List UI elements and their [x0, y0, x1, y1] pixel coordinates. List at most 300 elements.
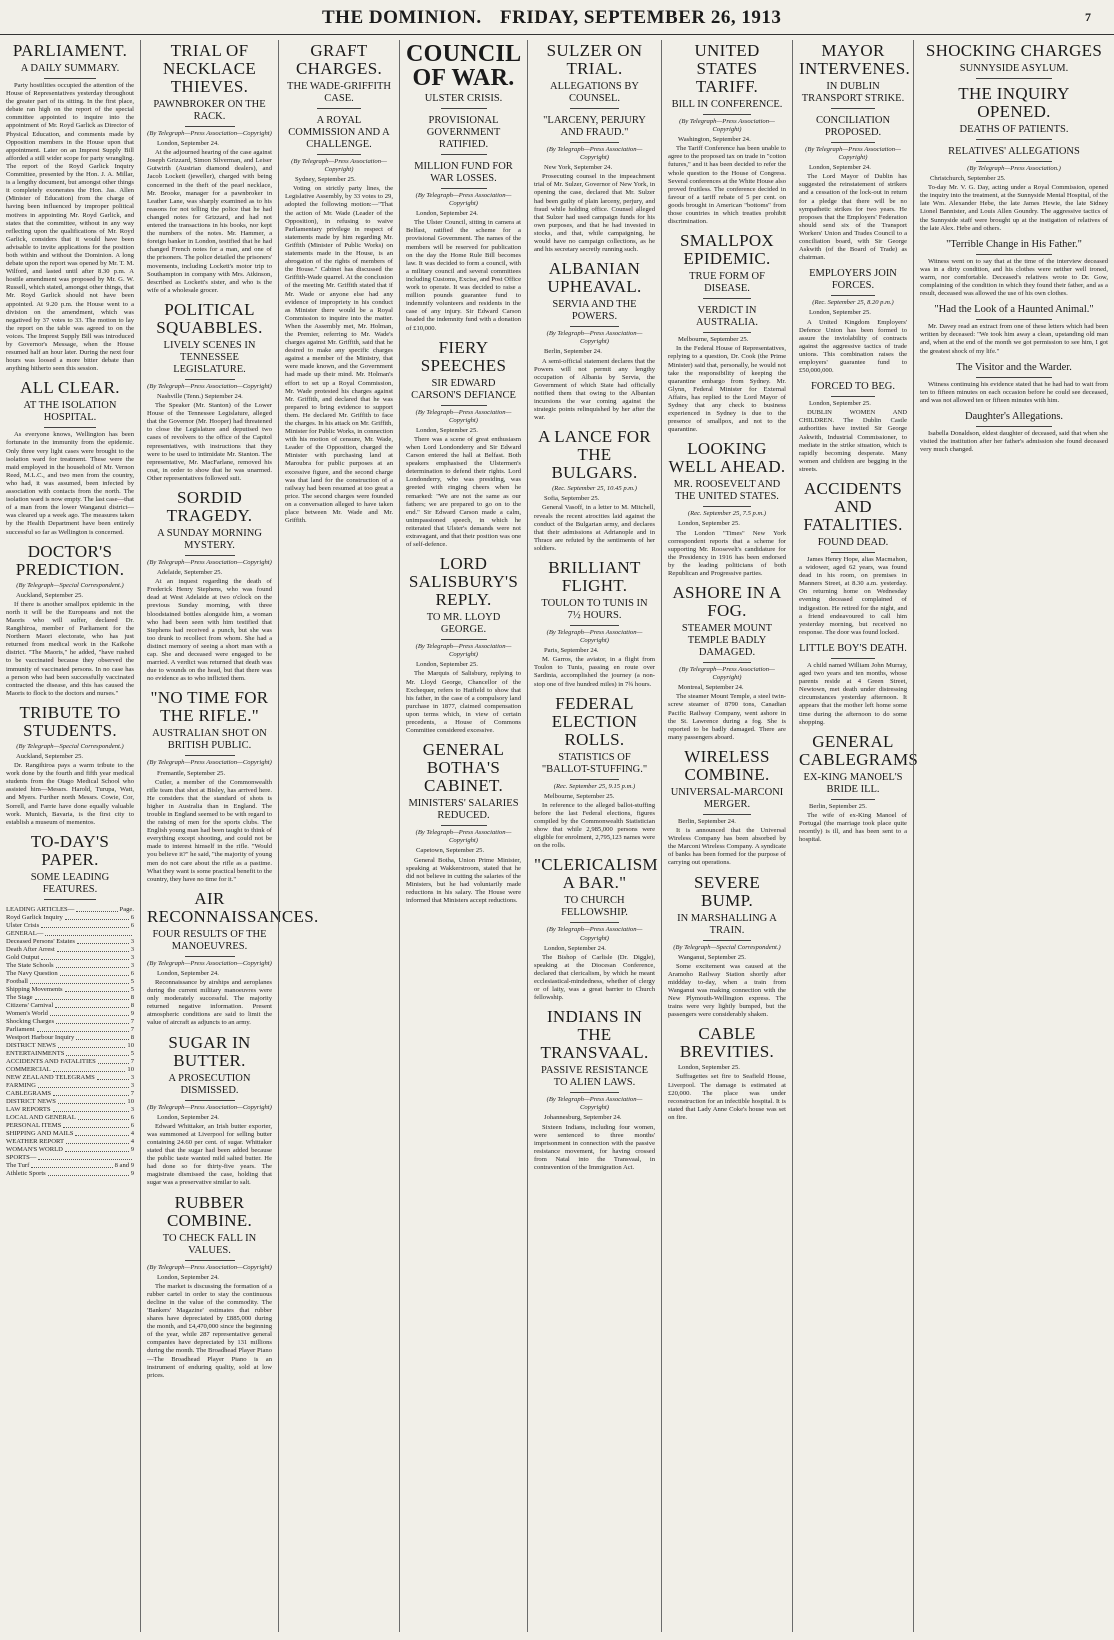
article-dateline: Melbourne, September 25. [678, 336, 749, 344]
feature-label: The State Schools [6, 961, 54, 969]
article [147, 1034, 272, 1188]
article-subhead: TO CHURCH FELLOWSHIP. [561, 895, 628, 919]
feature-row [6, 1034, 134, 1042]
article-subhead: TOULON TO TUNIS IN 7½ HOURS. [541, 598, 648, 621]
feature-label: Women's World [6, 1009, 48, 1017]
feature-page: 6 [130, 1121, 134, 1129]
article-headline: CABLE BREVITIES. [679, 1024, 775, 1062]
article-subhead: A PROSECUTION DISMISSED. [168, 1072, 251, 1096]
article-subhead: MINISTERS' SALARIES REDUCED. [408, 798, 519, 822]
article [534, 260, 655, 422]
divider-rule [570, 326, 618, 327]
column-3 [278, 40, 399, 1632]
article-subhead: FORCED TO BEG. [811, 381, 895, 393]
feature-label: The Turf [6, 1161, 30, 1169]
article-body: Some excitement was caused at the Aramoho Railway Station shortly after middday to-day, when a train from Wanganui was making connection with the New Plymouth-Wellington express. The trains were very lightly bumped, but the passengers were considerably shaken. [668, 962, 786, 1019]
article-body: A semi-official statement declares that the Powers will not permit any lengthy occupation of Albania by Servia, the Government of which State had officially notified them that owing to the Albanian incursions the war coming against the strategic points relinquished by her after the war. [534, 357, 655, 422]
divider-rule [570, 142, 618, 143]
leader-dots [66, 1138, 129, 1144]
feature-page: 6 [130, 1113, 134, 1121]
column-6 [661, 40, 792, 1632]
article-subhead: DEATHS OF PATIENTS. [959, 124, 1069, 135]
article-subhead: PAWNBROKER ON THE RACK. [153, 99, 266, 122]
divider-rule [185, 126, 235, 127]
article-dateline: London, September 25. [809, 400, 871, 408]
feature-row [6, 922, 134, 930]
feature-label: Westport Harbour Inquiry [6, 1033, 75, 1041]
article-body: The Tariff Conference has been unable to agree to the proposed tax on trade in "cotton futures," and it has been decided to refer the whole question to the House of Congress. Several conferences at the White House also proved fruitless. The conference decided in favour of a tariff rebate of 5 per cent. on goods brought in American "bottoms" from those countries in which treaties prohibit discrimination. [668, 145, 786, 226]
divider-rule [976, 161, 1051, 162]
article [668, 232, 786, 299]
leader-dots [76, 1034, 128, 1040]
article-body: To-day Mr. V. G. Day, acting under a Royal Commission, opened the inquiry into the treatment, at the Sunnyside Mental Hospital, of the late Wm. Alexander Hebe, the late James Hewie, the late Sidney Lionel Bannister, and Louis Allen Goundry. The aggressive tactics of the Sunnyside staff were brought up at the instigation of relatives of the late Alex. Hebe and others. [920, 184, 1108, 232]
feature-label: LEADING ARTICLES— [6, 905, 75, 913]
leader-dots [53, 1090, 129, 1096]
article [668, 1025, 786, 1122]
feature-row [6, 1130, 134, 1138]
article [406, 339, 521, 550]
article-subhead: SOME LEADING FEATURES. [30, 871, 110, 895]
article-headline: ASHORE IN A FOG. [672, 583, 782, 621]
article-headline: GRAFT CHARGES. [296, 41, 382, 78]
article [6, 833, 134, 900]
article-headline: LORD SALISBURY'S REPLY. [408, 554, 519, 610]
article-headline: A LANCE FOR THE BULGARS. [538, 427, 651, 483]
feature-label: Shipping Movements [6, 985, 63, 993]
article-body: As everyone knows, Wellington has been fortunate in the immunity from the epidemic. Only three very light cases were brought to the isolation ward for treatment. These were the maid employed in the household of Mr. Vernon Reed, M.L.C., and two men from the country, who had, it was assumed, been infected by association with contacts from the north. The isolation ward is now empty. The last case—that of a man from the lower Wanganui district—was cleared up a week ago. The measures taken by the Health Department have been entirely successful so far as Wellington is concerned. [6, 431, 135, 536]
article-body: In reference to the alleged ballot-stuffing before the last Federal elections, figures compiled by the Commonwealth Statistician show that while 2,985,000 persons were eligible for enrolment, 2,795,123 names were on the rolls. [534, 801, 655, 850]
feature-page: 3 [130, 945, 134, 953]
feature-page: 3 [130, 1105, 134, 1113]
article-subhead: UNIVERSAL-MARCONI MERGER. [670, 786, 784, 810]
divider-rule [570, 779, 618, 780]
article-subhead: LIVELY SCENES IN TENNESSEE LEGISLATURE. [163, 339, 256, 375]
article-credit: (By Telegraph—Press Association—Copyright) [147, 1103, 272, 1111]
article [920, 411, 1108, 454]
divider-rule [831, 799, 874, 800]
feature-label: SPORTS— [6, 1153, 37, 1161]
feature-page: 5 [130, 1049, 134, 1057]
feature-row [6, 970, 134, 978]
article-dateline: Nashville (Tenn.) September 24. [157, 392, 243, 400]
feature-page: Page. [119, 905, 134, 913]
feature-row [6, 1074, 134, 1082]
leader-dots [41, 954, 129, 960]
article [534, 559, 655, 689]
divider-rule [44, 899, 95, 900]
feature-row [6, 978, 134, 986]
article-body: Party hostilities occupied the attention of the House of Representatives yesterday throughout the greater part of its sitting. In the first place, debate ran high on the report of the special committee appointed to inquire into the appointment of Mr. Royd Garlick as Director of Physical Education, and comments made by Opposition members in the House upon that appointment. Later on an Imprest Supply Bill afforded a still wider scope for party wrangling. The report of the Royd Garlick Inquiry Committee, presented by the Hon. J. A. Millar, is a lengthy document, but amongst other things it completely exonerates the Hon. Jas. Allen (Minister of Education) from the charge of having been influenced by improper political motives in appointing Mr. Royd Garlick, and states that the committee, without in any way reflecting upon the qualifications of Mr. Royd Garlick, considers that it would have been advisable to invite applications for the position both within and without the Dominion. A long debate upon the report was opened by Mr. T. M. Wilford, and lasted until after 8.30 p.m. A hostile amendment was proposed by Mr. G. W. Russell, which stated, amongst other things, that Mr. Royd Garlick should not have been appointed. At 9.20 p.m. the House went to a division on the amendment, which was negatived by 37 votes to 33. The motion to lay the report on the table was agreed to on the voices. The Imprest Supply Bill was introduced by Governor's Message, when the House resumed half an hour later. During the next four hours was loosed a more bitter debate than anything hitherto seen this session. [6, 82, 134, 373]
divider-rule [976, 377, 1051, 378]
article-body: Voting on strictly party lines, the Legislative Assembly, by 33 votes to 29, adopted the following motion:—"That the action of Mr. Wade (Leader of the Opposition), in refusing to waive Parliamentary privilege in respect of statements made by him regarding Mr. Griffith (Minister of Public Works) on statements made in the House, is an abrogation of the rights of members of the House." Cabinet has discussed the Griffith-Wade quarrel. At the conclusion of the meeting Mr. Griffith stated that if Mr. Wade or anyone else had any evidence of impropriety in his conduct as Minister there would be a Royal Commission to inquire into the matter. When the Assembly met, Mr. Holman, the Premier, referring to Mr. Wade's charges against Mr. Griffith, said that he desired to make any specific charges against a member of the Ministry, that were made known, and the Government had made up their mind. Mr. Holman's effort to set up a Royal Commission, Mr. Wade protested his charges against Mr. Griffith, and declared that he was prepared to bring evidence to support them. He declared Mr. Griffith to face the charges. In his attack on Mr. Griffith, Minister for Public Works, in connection with his motion of censure, Mr. Wade, Leader of the Opposition, charged the Minister with purchasing land at Maroubra for public purposes at an excessive figure, and the second charge was that land for the construction of a railway had been resumed at too great a price. The second charges were founded on a conversation alleged to have taken place between Mr. Wade and Mr. Griffith. [285, 185, 393, 525]
article [799, 268, 907, 375]
article-body: James Henry Hope, alias Macmahon, a widower, aged 62 years, was found dead in his room, on premises in Manners Street, at 8.30 a.m. yesterday. On returning home on Wednesday evening deceased complained of indigestion. He retired for the night, and a friend endeavoured to call him yesterday morning, but received no response. The door was found locked. [799, 556, 907, 636]
article-headline: THE INQUIRY OPENED. [958, 84, 1070, 121]
article-subhead: The Visitor and the Warder. [956, 361, 1072, 373]
article-subhead: SIR EDWARD CARSON'S DEFIANCE [411, 377, 516, 401]
leader-dots [45, 930, 132, 936]
leader-dots [58, 1042, 126, 1048]
article-headline: SHOCKING CHARGES [925, 41, 1103, 60]
article-subhead: MR. ROOSEVELT AND THE UNITED STATES. [673, 479, 781, 503]
divider-rule [441, 154, 487, 155]
article [6, 704, 134, 827]
feature-label: The Stage [6, 993, 33, 1001]
article-headline: POLITICAL SQUABBLES. [156, 299, 263, 337]
feature-label: Citizens' Carnival [6, 1001, 54, 1009]
article-subhead: A SUNDAY MORNING MYSTERY. [157, 528, 262, 551]
page-number: 7 [1085, 10, 1092, 24]
leader-dots [30, 978, 129, 984]
article-body: The Lord Mayor of Dublin has suggested the reinstatement of strikers and a cessation of the lock-out in return for a pledge that there will be no sympathetic strikes for two years. He proposes that the Employers' Federation should send six of the Transport Workers' Union and Trades Council to a conciliation board, with Sir George Askwith (of the Board of Trade) as chairman. [799, 173, 907, 262]
article-subhead: PROVISIONAL GOVERNMENT RATIFIED. [426, 115, 501, 150]
article-dateline: Sydney, September 25. [295, 176, 356, 184]
feature-label: NEW ZEALAND TELEGRAMS [6, 1073, 95, 1081]
feature-row [6, 1058, 134, 1066]
article [799, 480, 907, 637]
leader-dots [37, 1026, 129, 1032]
article-dateline: London, September 25. [678, 1064, 740, 1072]
divider-rule [185, 1100, 235, 1101]
article-headline: TRIAL OF NECKLACE THIEVES. [162, 41, 257, 96]
article-subhead: VERDICT IN AUSTRALIA. [695, 305, 759, 329]
article-credit: (By Telegraph—Press Association—Copyright) [805, 146, 901, 162]
article-credit: (By Telegraph—Press Association—Copyright) [546, 629, 643, 645]
leader-dots [65, 914, 129, 920]
column-8 [913, 40, 1114, 1632]
divider-rule [976, 139, 1051, 140]
leader-dots [65, 1146, 129, 1152]
article-dateline: Fremantle, September 25. [157, 769, 226, 777]
article [147, 888, 319, 1028]
feature-page: 4 [130, 1137, 134, 1145]
article-dateline: London, September 25. [416, 661, 478, 669]
article [406, 161, 521, 333]
column-5 [527, 40, 661, 1632]
article-body: Reconnaissance by airships and aeroplanes during the current military manoeuvres were only moderately successful. The majority returned negative information. Present atmospheric conditions are said to limit the value of aircraft as adjuncts to an army. [147, 979, 272, 1027]
leader-dots [38, 1082, 129, 1088]
article [668, 305, 786, 434]
article [668, 42, 786, 226]
article-dateline: London, September 24. [157, 1113, 219, 1121]
feature-page: 10 [127, 1065, 134, 1073]
divider-rule [185, 956, 235, 957]
article-dateline: Wanganui, September 25. [678, 953, 746, 961]
column-4 [399, 40, 527, 1632]
article-dateline: Berlin, September 25. [809, 802, 867, 810]
article-subhead: Daughter's Allegations. [964, 410, 1064, 422]
feature-row [6, 914, 134, 922]
article [6, 42, 134, 373]
article-subhead: FOUR RESULTS OF THE MANOEUVRES. [152, 928, 267, 952]
article-headline: UNITED STATES TARIFF. [694, 41, 760, 96]
divider-rule [703, 506, 750, 507]
feature-label: LAW REPORTS [6, 1105, 51, 1113]
feature-label: CABLEGRAMS [6, 1089, 52, 1097]
article-headline: INDIANS IN THE TRANSVAAL. [540, 1007, 649, 1063]
article-subhead: TO MR. LLOYD GEORGE. [426, 612, 501, 636]
article-subhead: LITTLE BOY'S DEATH. [799, 642, 907, 654]
article-body: General Vasoff, in a letter to M. Mitchell, reveals the recent atrocities laid against the conduct of the Bulgarian army, and declares that their admissions at Adrianople and in Thrace are refuted by the sentiments of her soldiers. [534, 504, 655, 552]
article-subhead: TO CHECK FALL IN VALUES. [162, 1232, 257, 1256]
article-body: DUBLIN WOMEN AND CHILDREN. The Dublin Castle authorities have invited Sir George Askwith, Industrial Commissioner, to mediate in the strike situation, which is rapidly becoming desperate. Many women and children are begging in the streets. [799, 409, 907, 473]
article [920, 362, 1108, 405]
article-subhead: IN MARSHALLING A TRAIN. [677, 912, 777, 936]
article-headline: FIERY SPEECHES [420, 337, 507, 375]
article-headline: DOCTOR'S PREDICTION. [15, 541, 125, 579]
feature-label: FARMING [6, 1081, 36, 1089]
feature-page: 7 [130, 1089, 134, 1097]
article-credit: (By Telegraph—Special Correspondent.) [673, 943, 781, 951]
article-headline: AIR RECONNAISSANCES. [147, 888, 319, 926]
masthead [0, 0, 1114, 35]
article-body: If there is another smallpox epidemic in the north it will be the Europeans and not the Maoris who will suffer, declared Dr. Rangihiroa, member of Parliament for the Northern Maori electorate, who has just returned from medical work in the Kaikohe district. "The Maoris," he added, "have rushed to be vaccinated because they observed the immunity of vaccinated persons. In no case has a person who had been successfully vaccinated contracted the disease, and this has caused the Maoris to flock to the doctors and nurses." [6, 600, 134, 697]
article [147, 1194, 272, 1380]
article-subhead: IN DUBLIN TRANSPORT STRIKE. [801, 81, 905, 104]
article-body: At the adjourned hearing of the case against Joseph Grizzard, Simon Silverman, and Leiser Gutwirth (Austrian diamond dealers), and Jacob Lockett (jeweller), charged with being concerned in the theft of the pearl necklace, Mr. Brooke, manager for a pawnbroker in Leather Lane, was sharply examined as to his reasons for not telling the police that he had changed notes for Grizzard, and had not entered the transactions in his books, nor kept the numbers of the notes. Mr. Hammer, a foreign banker in London, testified that he had changed French notes for a man, and one of the prisoners. The police detailed the prisoners' movements, including Lockett's motor trip to Southampton in company with Mrs. Atkinson, described as Lockett's sister, and who is the wife of a wholesale grocer. [147, 149, 272, 294]
divider-rule [570, 625, 618, 626]
feature-page: 10 [127, 1097, 134, 1105]
feature-page: 7 [130, 1057, 134, 1065]
article-body: There was a scene of great enthusiasm when Lord Londonderry and Sir Edward Carson entered the hall at Belfast. Both speakers emphasised the Ulstermen's determination to defend their rights. Lord Londonderry, who was presiding, was greeted with ringing cheers when he remarked: "We are not the same as our fathers; we are prepared to go on to the end." Sir Edward Carson made a calm, unimpassioned speech, in which he reiterated that Ulster's demands were not extravagant, and that their position was one of self-defence. [406, 435, 521, 549]
article-headline: COUNCIL OF WAR. [406, 41, 522, 91]
article-dateline: Sofia, September 25. [544, 495, 600, 503]
feature-row [6, 1090, 134, 1098]
article-body: General Botha, Union Prime Minister, speaking at Wakkerstroom, stated that he did not believe in cutting the salaries of the Ministers, but he had voluntarily made reductions in his salary. The House were informed that Ministers accept reductions. [406, 856, 521, 904]
article-subhead: "LARCENY, PERJURY AND FRAUD." [543, 115, 646, 138]
article [668, 440, 786, 578]
leader-dots [57, 946, 129, 952]
article-subhead: SUNNYSIDE ASYLUM. [959, 63, 1069, 74]
leader-dots [53, 1106, 129, 1112]
article-dateline: London, September 25. [678, 520, 740, 528]
divider-rule [703, 662, 750, 663]
article-dateline: London, September 24. [544, 944, 606, 952]
feature-list [6, 906, 134, 1178]
article-subhead: "Had the Look of a Haunted Animal." [934, 304, 1094, 316]
article-subhead: PASSIVE RESISTANCE TO ALIEN LAWS. [540, 1065, 648, 1089]
article-headline: GENERAL BOTHA'S CABINET. [422, 740, 505, 796]
article [406, 42, 521, 109]
feature-label: DISTRICT NEWS [6, 1097, 56, 1105]
article-dateline: Washington, September 24. [678, 136, 751, 144]
feature-row [6, 962, 134, 970]
article [534, 1008, 655, 1172]
divider-rule [831, 142, 874, 143]
article-dateline: Christchurch, September 25. [930, 175, 1006, 183]
article-subhead: EX-KING MANOEL'S BRIDE ILL. [803, 771, 903, 795]
divider-rule [441, 825, 487, 826]
article-body: A United Kingdom Employers' Defence Union has been formed to assure the inviolability of contracts against the aggressive tactics of trade unions. This combination raises the employers' guarantee fund to £50,000,000. [799, 318, 907, 375]
article-credit: (By Telegraph—Press Association—Copyright) [415, 829, 512, 845]
article-subhead: AT THE ISOLATION HOSPITAL. [23, 400, 117, 424]
feature-row [6, 930, 134, 938]
leader-dots [63, 1122, 128, 1128]
divider-rule [44, 78, 95, 79]
leader-dots [60, 970, 129, 976]
article [6, 379, 134, 536]
feature-label: Parliament [6, 1025, 35, 1033]
divider-rule [185, 555, 235, 556]
leader-dots [66, 1050, 128, 1056]
feature-page: 3 [130, 961, 134, 969]
article-body: Cutler, a member of the Commonwealth rifle team that shot at Bisley, has arrived here. He considers that the standard of shots is higher in Australia than in England. The trouble in England seemed to be with regard to the raising of men for the sports clubs. The English young man had been taught to think of everything except shooting, and could not be made to interest himself in the rifle. "Would you believe it?" he said, "the majority of young men do not care about the rifle as a pastime. What they want is some practical benefit to the country, they have no time for it." [147, 778, 272, 883]
article [799, 643, 907, 727]
article-subhead: A DAILY SUMMARY. [20, 63, 120, 74]
article-dateline: Montreal, September 24. [678, 684, 744, 692]
article-credit: (Rec. September 25, 10.45 p.m.) [552, 485, 637, 493]
leader-dots [98, 1058, 129, 1064]
article-body: Edward Whittaker, an Irish butter exporter, was summoned at Liverpool for selling butter containing 24.60 per cent. of sugar. Whittaker stated that the sugar had been added because the public taste wanted mild salted butter. He had done so for thirty-five years. The magistrate dismissed the case, holding that sugar was a preservative similar to salt. [147, 1122, 272, 1187]
divider-rule [185, 379, 235, 380]
feature-label: Death After Arrest [6, 945, 55, 953]
leader-dots [56, 962, 129, 968]
column-2 [140, 40, 319, 1632]
article-credit: (By Telegraph—Press Association—Copyright) [546, 1096, 643, 1112]
article-dateline: London, September 24. [157, 140, 219, 148]
article [406, 741, 521, 905]
article-dateline: London, September 24. [416, 210, 478, 218]
article [406, 555, 521, 735]
feature-page: 3 [130, 1073, 134, 1081]
article-credit: (By Telegraph—Press Association—Copyright) [679, 118, 775, 134]
feature-row [6, 1170, 134, 1178]
leader-dots [56, 1018, 129, 1024]
feature-row [6, 1002, 134, 1010]
feature-label: COMMERCIAL [6, 1065, 51, 1073]
leader-dots [75, 1130, 128, 1136]
feature-page: 6 [130, 969, 134, 977]
feature-label: LOCAL AND GENERAL [6, 1113, 76, 1121]
article [285, 42, 393, 109]
article-body: Witness continuing his evidence stated that he had had to wait from ten to fifteen minutes on each occasion before he could see deceased, and was not allowed ten or fifteen minutes with him. [920, 380, 1108, 404]
article-subhead: AUSTRALIAN SHOT ON BRITISH PUBLIC. [152, 728, 267, 752]
article-body: The steamer Mount Temple, a steel twin-screw steamer of 8790 tons, Canadian Pacific Railway Company, went ashore in the St. Lawrence during a fog. She is reported to be badly damaged. There are many passengers aboard. [668, 693, 786, 741]
feature-page: 6 [130, 921, 134, 929]
article [920, 146, 1108, 233]
article-subhead: EMPLOYERS JOIN FORCES. [809, 268, 897, 292]
article-subhead: ALLEGATIONS BY COUNSEL. [550, 81, 639, 104]
article [147, 689, 272, 883]
article-credit: (By Telegraph—Special Correspondent.) [16, 581, 124, 589]
article [920, 85, 1108, 140]
article-subhead: CONCILIATION PROPOSED. [815, 115, 891, 138]
feature-label: Deceased Persons' Estates [6, 937, 75, 945]
article [285, 115, 393, 525]
leader-dots [58, 1098, 126, 1104]
article-headline: "CLERICALISM A BAR." [534, 855, 658, 893]
article-body: In the Federal House of Representatives, replying to a question, Dr. Cook (the Prime Minister) said that, personally, he would not take the responsibility of keeping the quarantine embargo from Sydney. Mr. Glynn, Federal Minister for External Affairs, has replied to the Lord Mayor of Sydney that any check to business experienced in Sydney is due to the presence of smallpox, and not to the quarantine. [668, 345, 786, 434]
article-headline: WIRELESS COMBINE. [684, 746, 770, 784]
feature-label: ENTERTAINMENTS [6, 1049, 65, 1057]
divider-rule [441, 108, 487, 109]
article [534, 855, 658, 1002]
article-headline: FEDERAL ELECTION ROLLS. [551, 693, 638, 749]
article-subhead: THE WADE-GRIFFITH CASE. [287, 81, 391, 104]
article-headline: MAYOR INTERVENES. [799, 41, 911, 78]
feature-page: 7 [130, 1025, 134, 1033]
article-credit: (By Telegraph—Press Association—Copyright) [546, 330, 643, 346]
article-headline: BRILLIANT FLIGHT. [548, 558, 641, 595]
article [534, 428, 655, 553]
article-dateline: Melbourne, September 25. [544, 792, 615, 800]
article [920, 239, 1108, 298]
article [668, 874, 786, 1020]
article [920, 42, 1108, 79]
article-headline: SULZER ON TRIAL. [546, 41, 643, 78]
masthead-title: THE DOMINION. [322, 7, 482, 28]
article-headline: SUGAR IN BUTTER. [168, 1032, 251, 1070]
divider-rule [185, 755, 235, 756]
feature-row [6, 1066, 134, 1074]
article-credit: (Rec. September 25, 7.5 p.m.) [687, 510, 767, 518]
feature-label: SHIPPING AND MAILS [6, 1129, 74, 1137]
article-body: The Bishop of Carlisle (Dr. Diggle), speaking at the Diocesan Conference, declared that clericalism, by which he meant ecclesiastical-mindedness, whether of clergy or of laity, was a great barrier to Church fellowship. [534, 953, 655, 1002]
article-dateline: Capetown, September 25. [416, 847, 485, 855]
article-body: Mr. Davey read an extract from one of these letters which had been written by deceased: "We took him away a clean, upstanding old man and, when at the end of the month we got permission to see him, I got the greatest shock of my life." [920, 323, 1108, 355]
feature-label: GENERAL— [6, 929, 44, 937]
article [799, 381, 907, 474]
article-dateline: Johannesburg, September 24. [544, 1114, 622, 1122]
feature-page: 7 [130, 1017, 134, 1025]
divider-rule [570, 1092, 618, 1093]
feature-label: Shocking Charges [6, 1017, 55, 1025]
article-body: Sixteen Indians, including four women, were sentenced to three months' imprisonment in connection with the passive resistance movement, for having crossed from Natal into the Transvaal, in contravention of the Immigration Act. [534, 1123, 655, 1171]
leader-dots [65, 986, 129, 992]
article-headline: ALBANIAN UPHEAVAL. [547, 259, 642, 297]
feature-label: WOMAN'S WORLD [6, 1145, 63, 1153]
divider-rule [831, 396, 874, 397]
leader-dots [31, 1162, 112, 1168]
article-subhead: "Terrible Change in His Father." [946, 238, 1082, 250]
divider-rule [831, 658, 874, 659]
feature-row [6, 1018, 134, 1026]
article-dateline: London, September 24. [157, 969, 219, 977]
article-credit: (By Telegraph—Press Association—Copyright) [147, 959, 272, 967]
feature-page: 4 [130, 1129, 134, 1137]
leader-dots [55, 1002, 129, 1008]
divider-rule [703, 298, 750, 299]
feature-row [6, 954, 134, 962]
article-subhead: STEAMER MOUNT TEMPLE BADLY DAMAGED. [681, 623, 773, 659]
article [534, 115, 655, 254]
divider-rule [570, 922, 618, 923]
article [147, 42, 272, 295]
article-credit: (By Telegraph—Press Association—Copyright) [147, 559, 272, 566]
article-credit: (By Telegraph—Press Association—Copyright) [415, 643, 512, 659]
feature-page: 8 [130, 1033, 134, 1041]
article-subhead: A ROYAL COMMISSION AND A CHALLENGE. [288, 115, 390, 150]
feature-label: PERSONAL ITEMS [6, 1121, 62, 1129]
article [534, 695, 655, 851]
feature-page: 3 [130, 1081, 134, 1089]
article-body: The Speaker (Mr. Stanton) of the Lower House of the Tennessee Legislature, alleged that the Governor (Mr. Hooper) had threatened to close the Legislature and deputised two cases of revolvers to the office of the Capitol representatives, with instructions that they were to be used to intimidate Mr. Stanton. The representative, Mr. MacFarlane, removed his coat, in order to show that he was unarmed. Other representatives followed suit. [147, 402, 272, 482]
feature-row [6, 906, 134, 914]
article-body: Witness went on to say that at the time of the interview deceased was in a dirty condition, and his clothes were neither well ironed, warm, nor comfortable. Deceased's relatives wrote to Dr. Gow, complaining of the condition in which they found their father, and as a result, deceased was allowed the use of his own clothes. [920, 257, 1108, 298]
feature-page: 8 [130, 993, 134, 1001]
leader-dots [53, 1066, 126, 1072]
article-credit: (By Telegraph—Press Association—Copyright) [415, 408, 512, 424]
divider-rule [185, 1260, 235, 1261]
divider-rule [441, 639, 487, 640]
leader-dots [41, 922, 129, 928]
leader-dots [38, 1154, 132, 1160]
article-dateline: Berlin, September 24. [678, 817, 736, 825]
article-subhead: ULSTER CRISIS. [424, 93, 503, 104]
divider-rule [703, 332, 750, 333]
article [534, 42, 655, 109]
divider-rule [44, 427, 95, 428]
